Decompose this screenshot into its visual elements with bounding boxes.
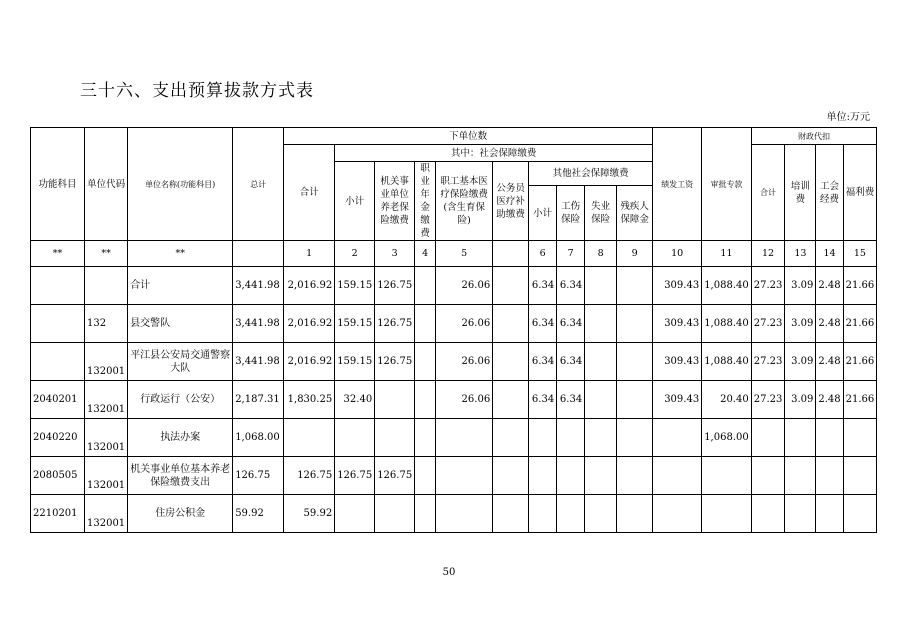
cell-welfare: 21.66 bbox=[843, 305, 877, 343]
cell-union: 2.48 bbox=[816, 267, 843, 305]
index-cell: 6 bbox=[529, 241, 557, 267]
cell-unemp bbox=[585, 343, 617, 381]
index-cell: 11 bbox=[702, 241, 752, 267]
cell-welfare: 21.66 bbox=[843, 343, 877, 381]
cell-fin-sum bbox=[751, 457, 785, 495]
cell-training bbox=[785, 457, 816, 495]
cell-injury bbox=[557, 495, 585, 533]
cell-pension: 126.75 bbox=[375, 305, 415, 343]
cell-pension: 126.75 bbox=[375, 267, 415, 305]
cell-other-sub bbox=[529, 495, 557, 533]
cell-subtotal: 126.75 bbox=[335, 457, 375, 495]
cell-medical bbox=[436, 419, 493, 457]
header-approved-funds: 审批专款 bbox=[702, 128, 752, 241]
cell-approved: 1,088.40 bbox=[702, 305, 752, 343]
index-cell: 10 bbox=[653, 241, 702, 267]
cell-welfare: 21.66 bbox=[843, 381, 877, 419]
cell-total: 1,068.00 bbox=[233, 419, 284, 457]
cell-annuity bbox=[415, 343, 436, 381]
cell-welfare bbox=[843, 419, 877, 457]
cell-annuity bbox=[415, 419, 436, 457]
header-injury: 工伤保险 bbox=[557, 186, 585, 241]
cell-training: 3.09 bbox=[785, 305, 816, 343]
cell-approved: 20.40 bbox=[702, 381, 752, 419]
cell-union: 2.48 bbox=[816, 343, 843, 381]
header-union: 工会经费 bbox=[816, 145, 843, 241]
cell-sum: 126.75 bbox=[284, 457, 335, 495]
cell-perf: 309.43 bbox=[653, 343, 702, 381]
cell-training: 3.09 bbox=[785, 343, 816, 381]
cell-civil bbox=[493, 381, 529, 419]
table-row bbox=[31, 495, 877, 533]
cell-annuity bbox=[415, 267, 436, 305]
cell-welfare bbox=[843, 457, 877, 495]
unit-label: 单位:万元 bbox=[826, 112, 870, 123]
cell-training bbox=[785, 495, 816, 533]
index-cell: 12 bbox=[751, 241, 785, 267]
cell-pension: 126.75 bbox=[375, 343, 415, 381]
cell-approved bbox=[702, 457, 752, 495]
cell-func: 2040201 bbox=[31, 381, 85, 419]
cell-disabled bbox=[617, 495, 653, 533]
cell-name: 合计 bbox=[128, 267, 233, 305]
table-row bbox=[31, 457, 877, 495]
cell-disabled bbox=[617, 267, 653, 305]
cell-func bbox=[31, 267, 85, 305]
index-cell: 13 bbox=[785, 241, 816, 267]
cell-disabled bbox=[617, 419, 653, 457]
cell-annuity bbox=[415, 457, 436, 495]
cell-approved: 1,068.00 bbox=[702, 419, 752, 457]
cell-approved bbox=[702, 495, 752, 533]
index-cell: 3 bbox=[375, 241, 415, 267]
cell-subtotal: 159.15 bbox=[335, 305, 375, 343]
cell-disabled bbox=[617, 343, 653, 381]
cell-name: 住房公积金 bbox=[128, 495, 233, 533]
cell-sum: 1,830.25 bbox=[284, 381, 335, 419]
cell-sum: 2,016.92 bbox=[284, 343, 335, 381]
cell-code: 132001 bbox=[85, 457, 128, 495]
cell-subtotal bbox=[335, 495, 375, 533]
header-civil-medical: 公务员医疗补助缴费 bbox=[493, 162, 529, 241]
cell-name: 县交警队 bbox=[128, 305, 233, 343]
header-other-social: 其他社会保障缴费 bbox=[529, 162, 653, 186]
cell-injury: 6.34 bbox=[557, 267, 585, 305]
cell-annuity bbox=[415, 495, 436, 533]
header-among: 其中：社会保障缴费 bbox=[335, 145, 653, 162]
header-fin-sum: 合计 bbox=[751, 145, 785, 241]
cell-unemp bbox=[585, 381, 617, 419]
cell-other-sub: 6.34 bbox=[529, 381, 557, 419]
cell-medical: 26.06 bbox=[436, 381, 493, 419]
cell-fin-sum: 27.23 bbox=[751, 267, 785, 305]
cell-other-sub bbox=[529, 419, 557, 457]
cell-pension bbox=[375, 381, 415, 419]
budget-table bbox=[30, 127, 877, 533]
cell-welfare: 21.66 bbox=[843, 267, 877, 305]
cell-unemp bbox=[585, 305, 617, 343]
index-row bbox=[31, 241, 877, 267]
page-number: 50 bbox=[442, 567, 456, 578]
header-unit-name: 单位名称(功能科目) bbox=[128, 128, 233, 241]
table-row bbox=[31, 343, 877, 381]
cell-subtotal: 159.15 bbox=[335, 343, 375, 381]
cell-name: 执法办案 bbox=[128, 419, 233, 457]
cell-code: 132 bbox=[85, 305, 128, 343]
cell-injury: 6.34 bbox=[557, 381, 585, 419]
header-welfare: 福利费 bbox=[843, 145, 877, 241]
cell-fin-sum bbox=[751, 495, 785, 533]
table-row bbox=[31, 381, 877, 419]
cell-code: 132001 bbox=[85, 381, 128, 419]
index-cell: 7 bbox=[557, 241, 585, 267]
cell-civil bbox=[493, 495, 529, 533]
header-lower-unit-count: 下单位数 bbox=[284, 128, 653, 145]
cell-perf: 309.43 bbox=[653, 267, 702, 305]
index-cell: ** bbox=[85, 241, 128, 267]
index-cell: 15 bbox=[843, 241, 877, 267]
cell-civil bbox=[493, 267, 529, 305]
cell-medical: 26.06 bbox=[436, 343, 493, 381]
cell-sum: 59.92 bbox=[284, 495, 335, 533]
cell-code: 132001 bbox=[85, 343, 128, 381]
cell-annuity bbox=[415, 381, 436, 419]
cell-union bbox=[816, 495, 843, 533]
cell-subtotal: 159.15 bbox=[335, 267, 375, 305]
header-other-subtotal: 小计 bbox=[529, 186, 557, 241]
header-training: 培训费 bbox=[785, 145, 816, 241]
index-cell: 1 bbox=[284, 241, 335, 267]
cell-injury bbox=[557, 419, 585, 457]
cell-func: 2210201 bbox=[31, 495, 85, 533]
cell-medical: 26.06 bbox=[436, 305, 493, 343]
index-cell: 5 bbox=[436, 241, 493, 267]
cell-training: 3.09 bbox=[785, 267, 816, 305]
cell-disabled bbox=[617, 305, 653, 343]
cell-perf bbox=[653, 419, 702, 457]
page-title: 三十六、支出预算拔款方式表 bbox=[80, 81, 314, 101]
cell-perf: 309.43 bbox=[653, 305, 702, 343]
cell-unemp bbox=[585, 267, 617, 305]
cell-name: 机关事业单位基本养老保险缴费支出 bbox=[128, 457, 233, 495]
index-cell: ** bbox=[31, 241, 85, 267]
cell-union bbox=[816, 419, 843, 457]
cell-training: 3.09 bbox=[785, 381, 816, 419]
index-cell: 4 bbox=[415, 241, 436, 267]
cell-name: 行政运行（公安） bbox=[128, 381, 233, 419]
cell-injury: 6.34 bbox=[557, 343, 585, 381]
cell-total: 2,187.31 bbox=[233, 381, 284, 419]
cell-sum bbox=[284, 419, 335, 457]
cell-total: 3,441.98 bbox=[233, 343, 284, 381]
table-row bbox=[31, 419, 877, 457]
cell-name: 平江县公安局交通警察大队 bbox=[128, 343, 233, 381]
cell-pension: 126.75 bbox=[375, 457, 415, 495]
cell-approved: 1,088.40 bbox=[702, 343, 752, 381]
header-sum: 合计 bbox=[284, 145, 335, 241]
cell-injury: 6.34 bbox=[557, 305, 585, 343]
cell-code bbox=[85, 267, 128, 305]
cell-unemp bbox=[585, 419, 617, 457]
index-cell: 14 bbox=[816, 241, 843, 267]
header-unemployment: 失业保险 bbox=[585, 186, 617, 241]
cell-subtotal: 32.40 bbox=[335, 381, 375, 419]
cell-perf bbox=[653, 495, 702, 533]
cell-perf: 309.43 bbox=[653, 381, 702, 419]
table-row bbox=[31, 305, 877, 343]
cell-total: 126.75 bbox=[233, 457, 284, 495]
cell-unemp bbox=[585, 457, 617, 495]
cell-medical: 26.06 bbox=[436, 267, 493, 305]
header-staff-medical: 职工基本医疗保险缴费(含生育保险) bbox=[436, 162, 493, 241]
cell-welfare bbox=[843, 495, 877, 533]
header-disabled: 残疾人保障金 bbox=[617, 186, 653, 241]
cell-unemp bbox=[585, 495, 617, 533]
cell-medical bbox=[436, 495, 493, 533]
cell-training bbox=[785, 419, 816, 457]
header-fin-deduct: 财政代扣 bbox=[751, 128, 877, 145]
header-org-pension: 机关事业单位养老保险缴费 bbox=[375, 162, 415, 241]
cell-func: 2080505 bbox=[31, 457, 85, 495]
cell-perf bbox=[653, 457, 702, 495]
header-unit-code: 单位代码 bbox=[85, 128, 128, 241]
cell-total: 3,441.98 bbox=[233, 305, 284, 343]
cell-union: 2.48 bbox=[816, 305, 843, 343]
cell-disabled bbox=[617, 381, 653, 419]
cell-civil bbox=[493, 457, 529, 495]
cell-subtotal bbox=[335, 419, 375, 457]
index-cell: 2 bbox=[335, 241, 375, 267]
cell-other-sub: 6.34 bbox=[529, 267, 557, 305]
cell-injury bbox=[557, 457, 585, 495]
cell-sum: 2,016.92 bbox=[284, 305, 335, 343]
header-occ-annuity: 职业年金缴费 bbox=[415, 162, 436, 241]
index-cell: 9 bbox=[617, 241, 653, 267]
header-subtotal: 小计 bbox=[335, 162, 375, 241]
cell-approved: 1,088.40 bbox=[702, 267, 752, 305]
cell-other-sub bbox=[529, 457, 557, 495]
cell-total: 3,441.98 bbox=[233, 267, 284, 305]
cell-func bbox=[31, 305, 85, 343]
cell-fin-sum: 27.23 bbox=[751, 305, 785, 343]
index-cell: ** bbox=[128, 241, 233, 267]
index-cell: 8 bbox=[585, 241, 617, 267]
cell-total: 59.92 bbox=[233, 495, 284, 533]
cell-civil bbox=[493, 343, 529, 381]
cell-code: 132001 bbox=[85, 495, 128, 533]
cell-medical bbox=[436, 457, 493, 495]
cell-func: 2040220 bbox=[31, 419, 85, 457]
cell-func bbox=[31, 343, 85, 381]
cell-fin-sum: 27.23 bbox=[751, 343, 785, 381]
cell-civil bbox=[493, 305, 529, 343]
cell-union bbox=[816, 457, 843, 495]
cell-annuity bbox=[415, 305, 436, 343]
header-performance-wage: 绩发工资 bbox=[653, 128, 702, 241]
index-cell bbox=[233, 241, 284, 267]
header-func-subject: 功能科目 bbox=[31, 128, 85, 241]
cell-union: 2.48 bbox=[816, 381, 843, 419]
cell-fin-sum bbox=[751, 419, 785, 457]
header-total: 总计 bbox=[233, 128, 284, 241]
cell-fin-sum: 27.23 bbox=[751, 381, 785, 419]
cell-sum: 2,016.92 bbox=[284, 267, 335, 305]
table-row bbox=[31, 267, 877, 305]
index-cell bbox=[493, 241, 529, 267]
cell-code: 132001 bbox=[85, 419, 128, 457]
cell-other-sub: 6.34 bbox=[529, 343, 557, 381]
cell-pension bbox=[375, 495, 415, 533]
cell-pension bbox=[375, 419, 415, 457]
cell-disabled bbox=[617, 457, 653, 495]
cell-other-sub: 6.34 bbox=[529, 305, 557, 343]
cell-civil bbox=[493, 419, 529, 457]
